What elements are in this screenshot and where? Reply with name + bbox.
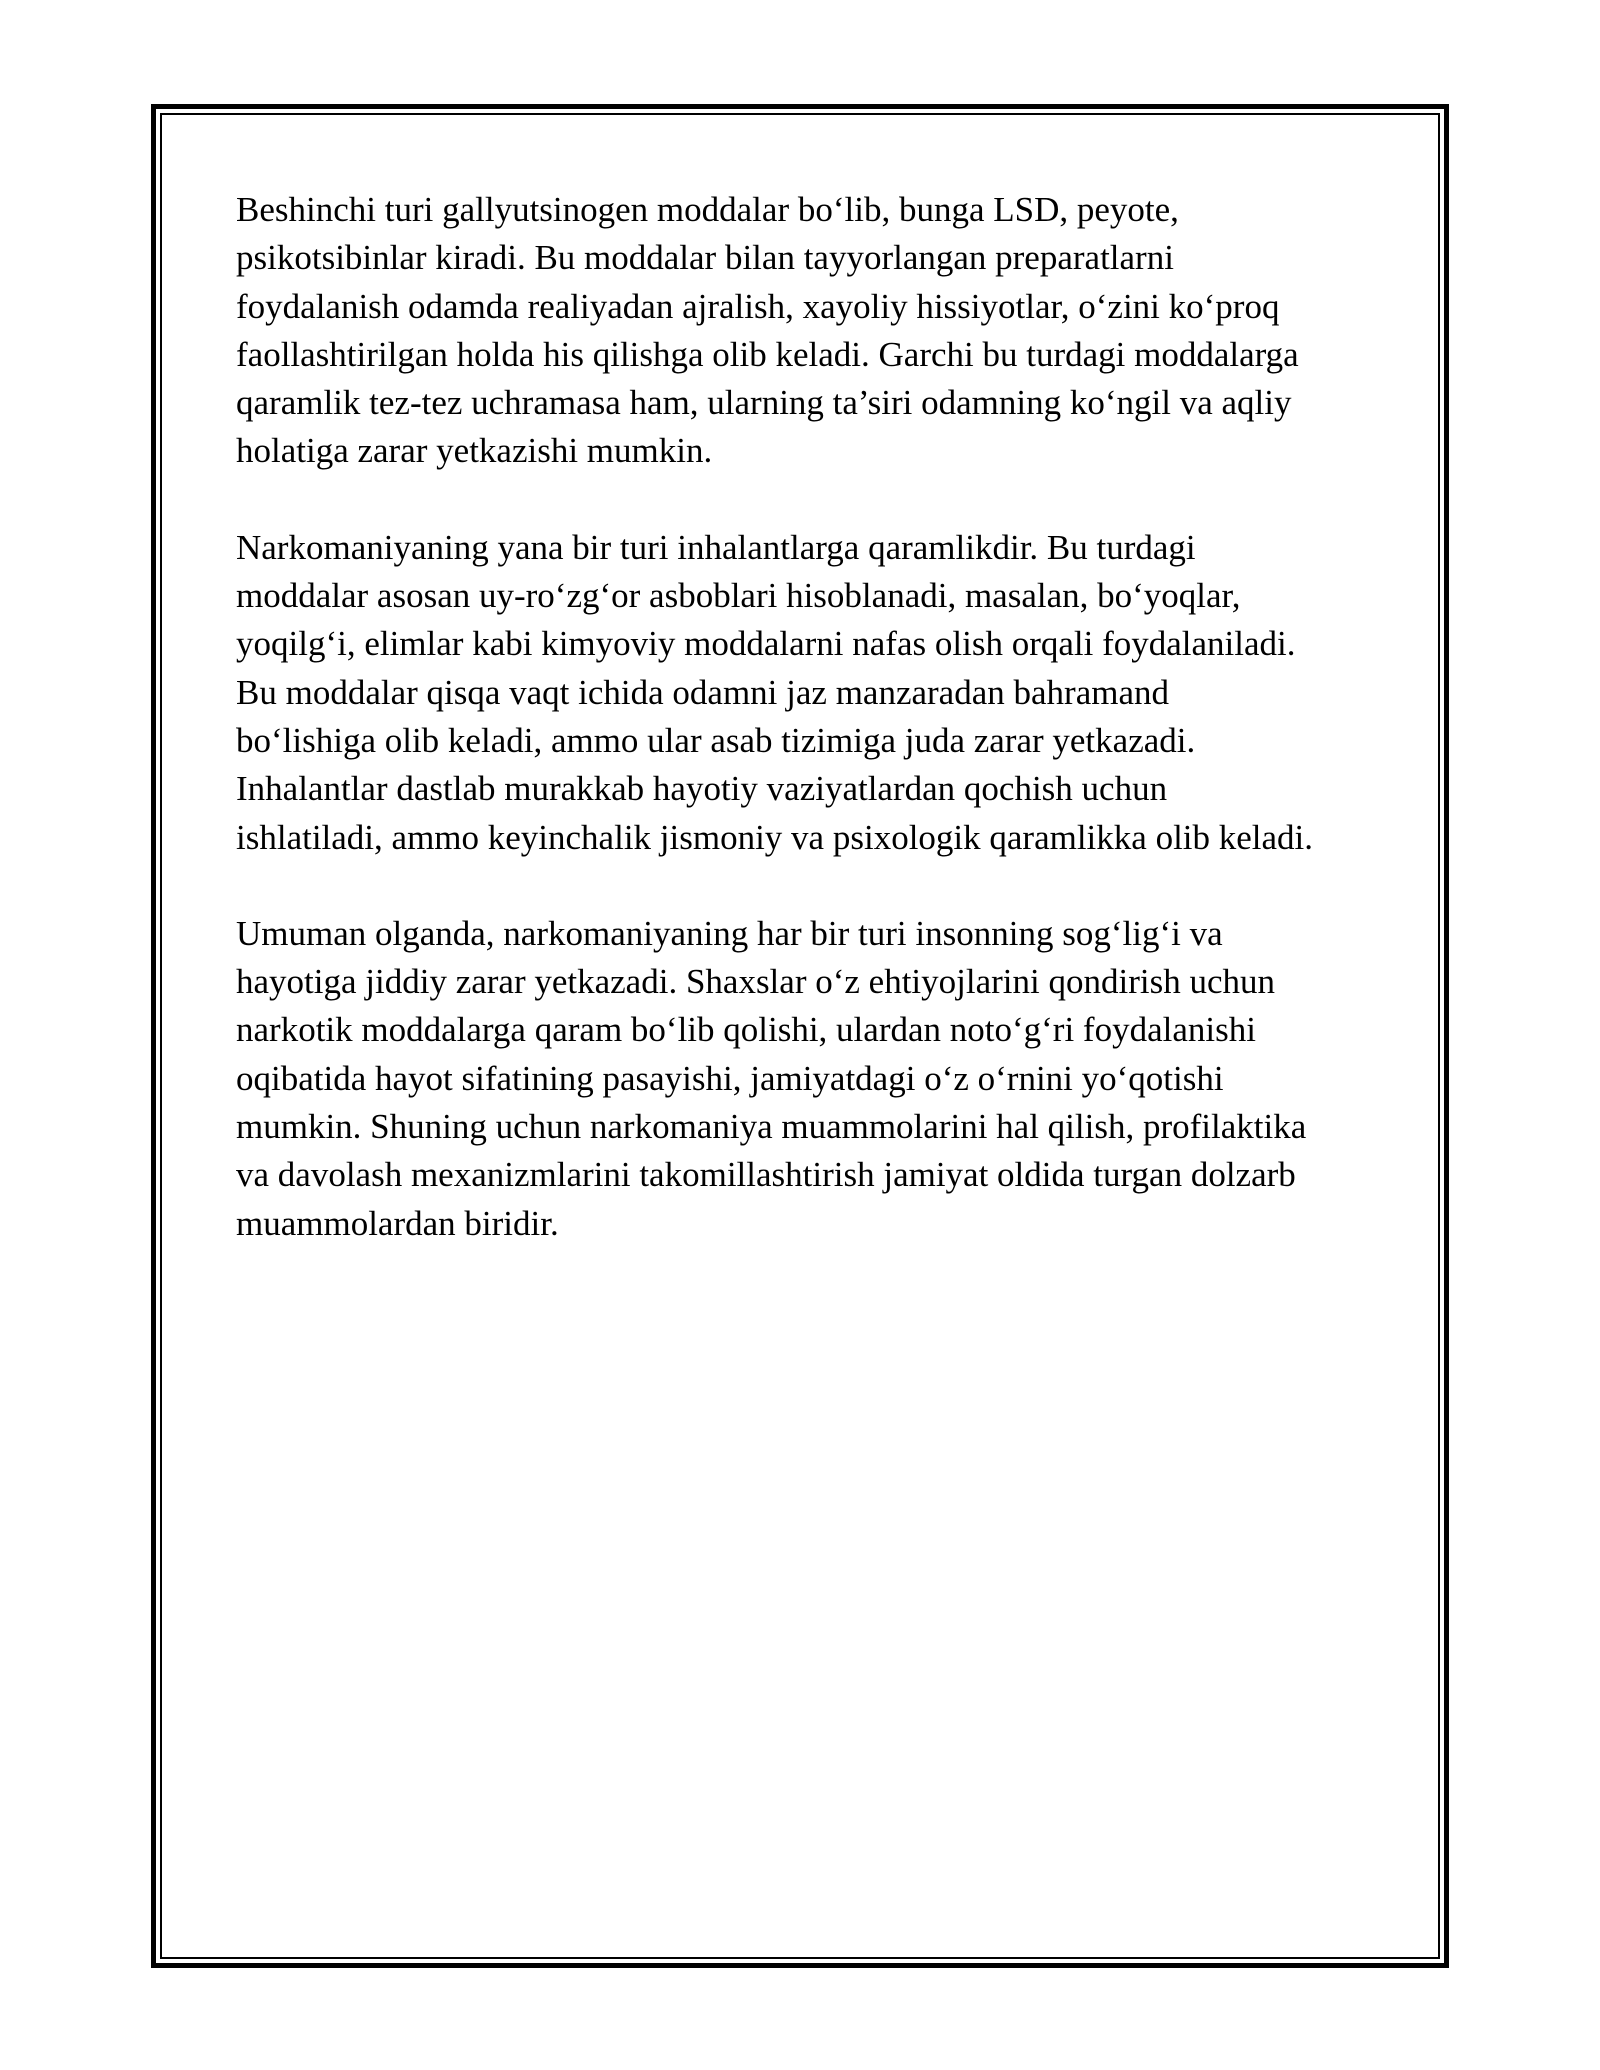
- text-line: holatiga zarar yetkazishi mumkin.: [236, 431, 713, 471]
- text-line: qaramlik tez-tez uchramasa ham, ularning ta’siri odamning ko‘ngil va aqliy: [236, 383, 1292, 423]
- text-line: psikotsibinlar kiradi. Bu moddalar bilan tayyorlangan preparatlarni: [236, 238, 1174, 278]
- text-line: foydalanish odamda realiyadan ajralish, xayoliy hissiyotlar, o‘zini ko‘proq: [236, 286, 1280, 326]
- text-line: Beshinchi turi gallyutsinogen moddalar bo‘lib, bunga LSD, peyote,: [236, 190, 1179, 229]
- text-line: Narkomaniyaning yana bir turi inhalantlarga qaramlikdir. Bu turdagi: [236, 527, 1196, 567]
- text-line: Umuman olganda, narkomaniyaning har bir turi insonning sog‘lig‘i va: [236, 913, 1223, 953]
- text-line: ishlatiladi, ammo keyinchalik jismoniy va psixologik qaramlikka olib keladi.: [236, 817, 1314, 857]
- text-line: va davolash mexanizmlarini takomillashtirish jamiyat oldida turgan dolzarb: [236, 1155, 1296, 1195]
- text-line: Bu moddalar qisqa vaqt ichida odamni jaz manzaradan bahramand: [236, 672, 1169, 712]
- text-line: mumkin. Shuning uchun narkomaniya muammolarini hal qilish, profilaktika: [236, 1107, 1307, 1147]
- text-line: narkotik moddalarga qaram bo‘lib qolishi, ulardan noto‘g‘ri foydalanishi: [236, 1010, 1256, 1050]
- text-line: oqibatida hayot sifatining pasayishi, jamiyatdagi o‘z o‘rnini yo‘qotishi: [236, 1058, 1224, 1098]
- text-line: Inhalantlar dastlab murakkab hayotiy vaziyatlardan qochish uchun: [236, 769, 1168, 809]
- paragraph-1: [236, 186, 1386, 476]
- text-line: hayotiga jiddiy zarar yetkazadi. Shaxslar o‘z ehtiyojlarini qondirish uchun: [236, 962, 1275, 1002]
- text-line: faollashtirilgan holda his qilishga olib keladi. Garchi bu turdagi moddalarga: [236, 334, 1299, 374]
- document-body: [236, 186, 1386, 1296]
- text-line: muammolardan biridir.: [236, 1203, 559, 1243]
- text-line: yoqilg‘i, elimlar kabi kimyoviy moddalarni nafas olish orqali foydalaniladi.: [236, 624, 1296, 664]
- text-line: moddalar asosan uy-ro‘zg‘or asboblari hisoblanadi, masalan, bo‘yoqlar,: [236, 576, 1241, 616]
- paragraph-3: [236, 910, 1386, 1248]
- text-line: bo‘lishiga olib keladi, ammo ular asab tizimiga juda zarar yetkazadi.: [236, 720, 1196, 760]
- paragraph-2: [236, 524, 1386, 862]
